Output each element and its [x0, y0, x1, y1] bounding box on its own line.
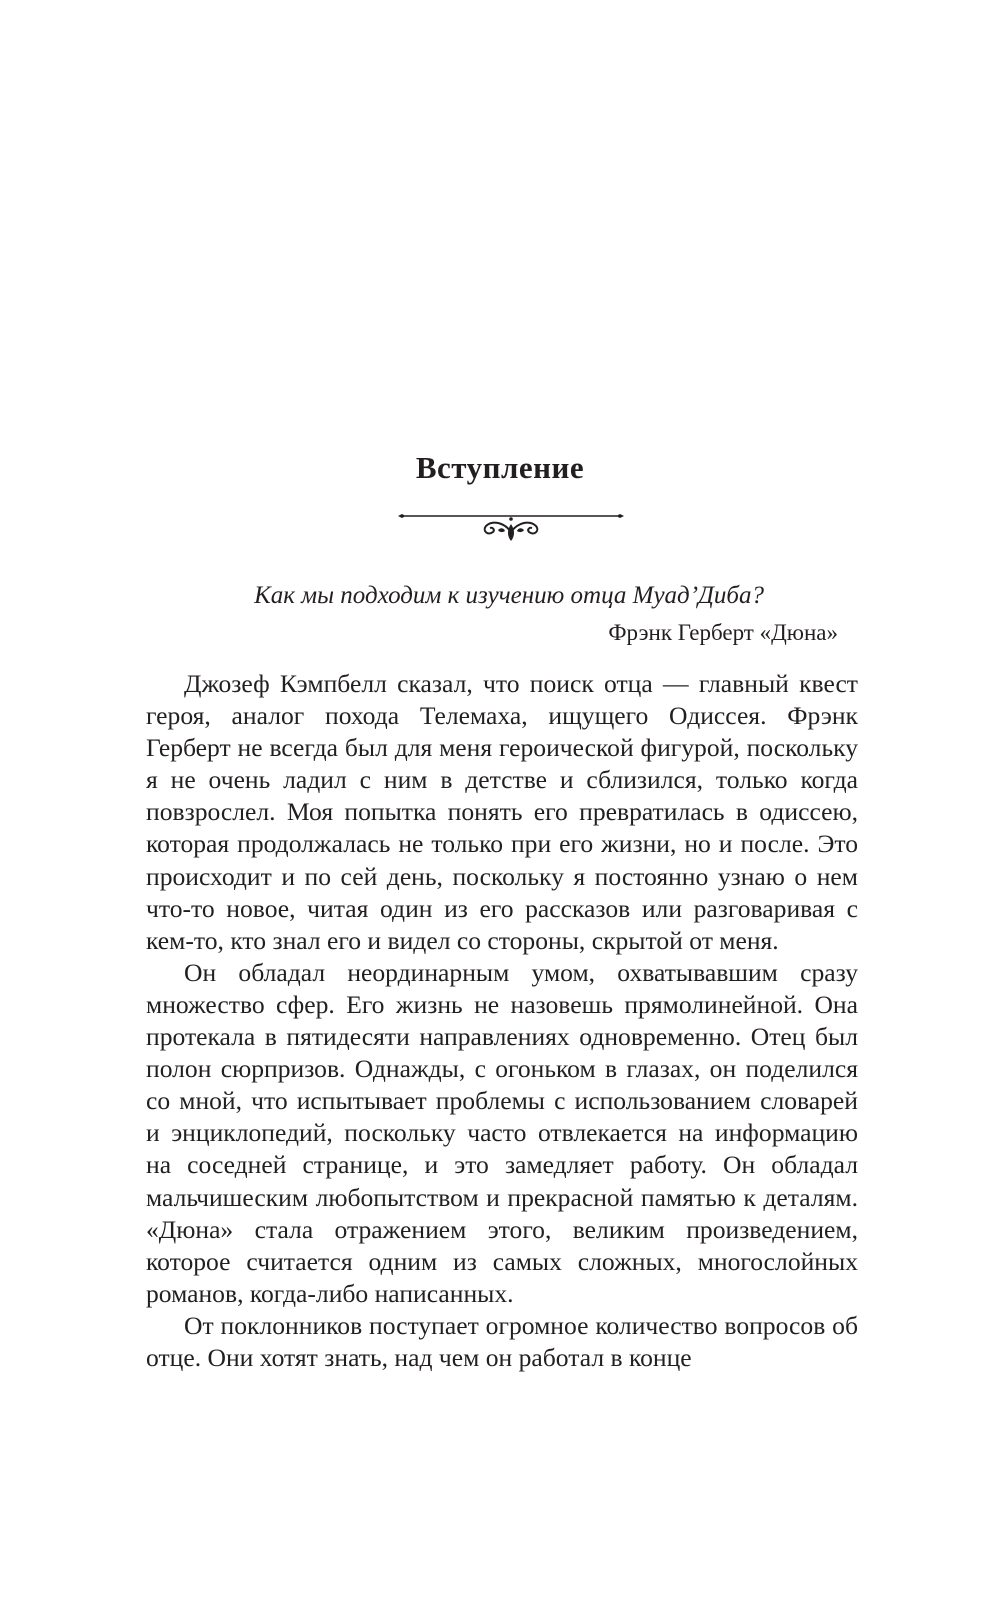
paragraph: Джозеф Кэмпбелл сказал, что поиск отца — главный квест героя, аналог похода Телемаха, ищущего Одиссея. Фрэнк Герберт не всегда был для меня героической фигурой, поскольку я не очень ладил с ним в детстве и сблизился, только когда повзрослел. Моя попытка понять его превратилась в одиссею, которая продолжалась не только при его жизни, но и после. Это происходит и по сей день, поскольку я постоянно узнаю о нем что-то новое, читая один из его рассказов или разговаривая с кем-то, кто знал его и видел со стороны, скрытой от меня. — [146, 669, 858, 955]
paragraph: Он обладал неординарным умом, охватывавшим сразу множество сфер. Его жизнь не назовешь прямолинейной. Она протекала в пятидесяти направлениях одновременно. Отец был полон сюрпризов. Однажды, с огоньком в глазах, он поделился со мной, что испытывает проблемы с использованием словарей и энциклопедий, поскольку часто отвлекается на информацию на соседней странице, и это замедляет работу. Он обладал мальчишеским любопытством и прекрасной памятью к деталям. «Дюна» стала отражением этого, великим произведением, которое считается одним из самых сложных, многослойных романов, когда-либо написанных. — [146, 957, 858, 1308]
body-text — [146, 668, 858, 1374]
flourish-divider-icon — [398, 514, 624, 554]
epigraph-quote: Как мы подходим к изучению отца Муад’Диба? — [254, 582, 764, 609]
chapter-title: Вступление — [415, 450, 585, 485]
paragraph: От поклонников поступает огромное количество вопросов об отце. Они хотят знать, над чем он работал в конце — [146, 1310, 858, 1372]
epigraph-source: Фрэнк Герберт «Дюна» — [608, 620, 838, 645]
